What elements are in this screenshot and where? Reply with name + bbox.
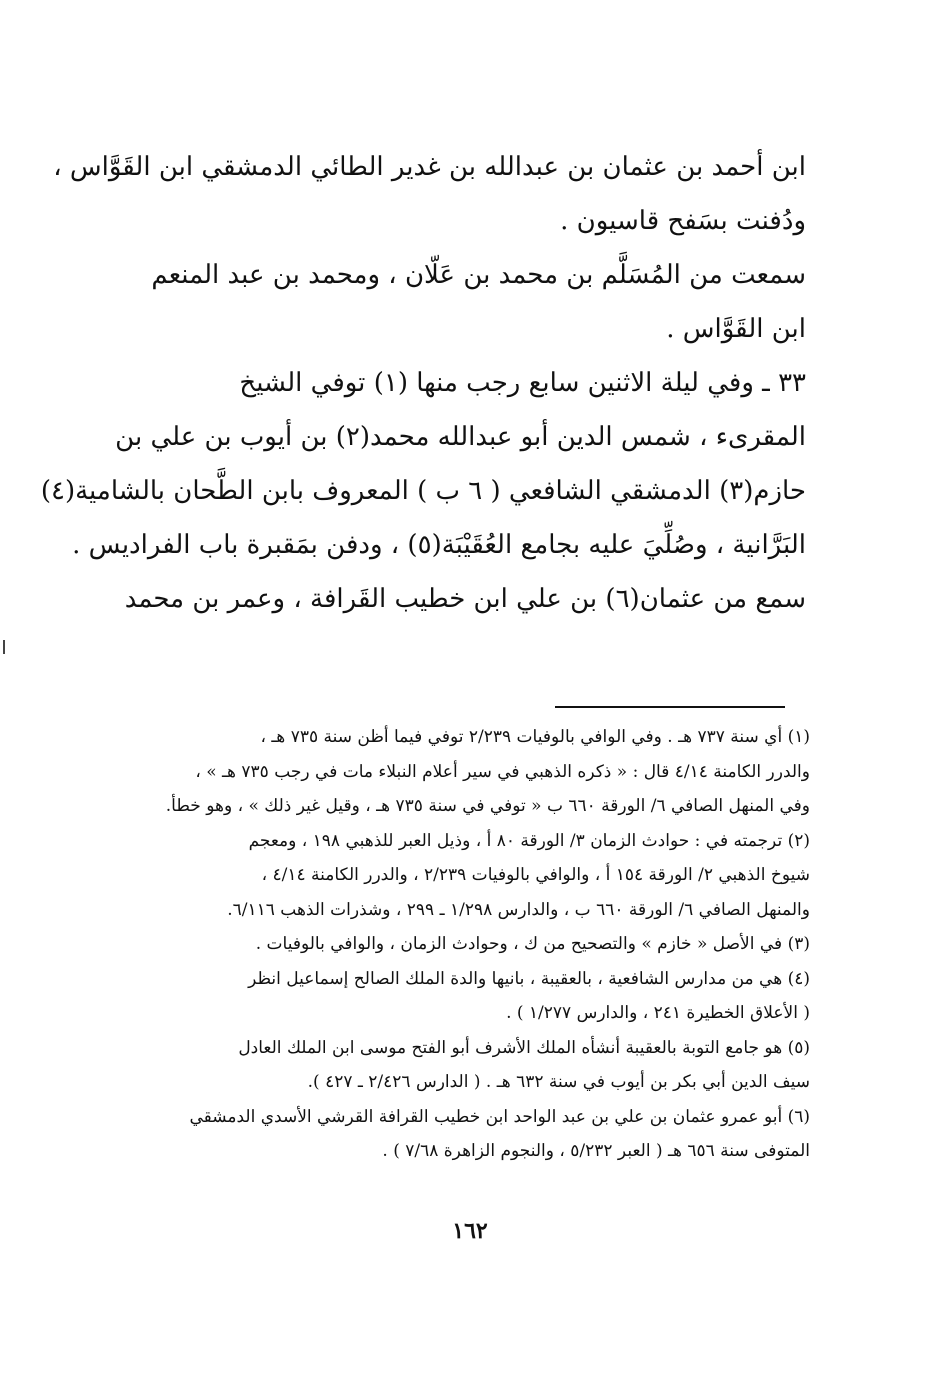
main-text-block: [40, 140, 806, 626]
footnote-line: (٤) هي من مدارس الشافعية ، بالعقيبة ، بانيها والدة الملك الصالح إسماعيل انظر: [248, 968, 810, 989]
footnote-line: (٥) هو جامع التوبة بالعقيبة أنشأه الملك الأشرف أبو الفتح موسى ابن الملك العادل: [238, 1037, 810, 1058]
main-text-line: ابن أحمد بن عثمان بن عبدالله بن غدير الطائي الدمشقي ابن القَوَّاس ،: [53, 152, 806, 182]
scan-edge-mark: [3, 640, 5, 654]
footnote-line: سيف الدين أبي بكر بن أيوب في سنة ٦٣٢ هـ . ( الدارس ٢/٤٢٦ ـ ٤٢٧ ).: [307, 1072, 810, 1092]
footnote-line: (٢) ترجمته في : حوادث الزمان ٣/ الورقة ٨٠ أ ، وذيل العبر للذهبي ١٩٨ ، ومعجم: [248, 830, 810, 851]
footnote-line: وفي المنهل الصافي ٦/ الورقة ٦٦٠ ب « توفي في سنة ٧٣٥ هـ ، وقيل غير ذلك » ، وهو خطأ.: [165, 796, 810, 816]
footnote-line: (٣) في الأصل « خازم » والتصحيح من ك ، وحوادث الزمان ، والوافي بالوفيات .: [255, 934, 810, 954]
main-text-line: ودُفنت بسَفح قاسيون .: [560, 206, 806, 236]
main-text-line: ابن القَوَّاس .: [666, 314, 806, 344]
footnote-line: والدرر الكامنة ٤/١٤ قال : « ذكره الذهبي في سير أعلام النبلاء مات في رجب ٧٣٥ هـ » ،: [195, 761, 810, 782]
footnote-line: والمنهل الصافي ٦/ الورقة ٦٦٠ ب ، والدارس ١/٢٩٨ ـ ٢٩٩ ، وشذرات الذهب ٦/١١٦.: [227, 899, 810, 920]
main-text-line: سمع من عثمان(٦) بن علي ابن خطيب القَرافة ، وعمر بن محمد: [124, 584, 806, 614]
main-text-line: ٣٣ ـ وفي ليلة الاثنين سابع رجب منها (١) توفي الشيخ: [239, 368, 806, 398]
footnote-line: المتوفى سنة ٦٥٦ هـ ( العبر ٥/٢٣٢ ، والنجوم الزاهرة ٧/٦٨ ) .: [382, 1141, 810, 1161]
footnote-line: (١) أي سنة ٧٣٧ هـ . وفي الوافي بالوفيات ٢/٢٣٩ توفي فيما أظن سنة ٧٣٥ هـ ،: [260, 727, 810, 747]
footnotes-block: [128, 720, 810, 1169]
main-text-line: سمعت من المُسَلَّم بن محمد بن عَلّان ، ومحمد بن عبد المنعم: [151, 260, 806, 290]
main-text-line: البَرَّانية ، وصُلِّيَ عليه بجامع العُقَيْبَة(٥) ، ودفن بمَقبرة باب الفراديس .: [72, 530, 806, 560]
footnote-line: شيوخ الذهبي ٢/ الورقة ١٥٤ أ ، والوافي بالوفيات ٢/٢٣٩ ، والدرر الكامنة ٤/١٤ ،: [261, 865, 810, 885]
main-text-line: المقرىء ، شمس الدين أبو عبدالله محمد(٢) بن أيوب بن علي بن: [115, 422, 806, 452]
footnote-divider: [555, 706, 785, 708]
footnote-line: (٦) أبو عمرو عثمان بن علي بن عبد الواحد ابن خطيب القرافة القرشي الأسدي الدمشقي: [189, 1106, 810, 1127]
main-text-line: حازم(٣) الدمشقي الشافعي ( ٦ ب ) المعروف بابن الطَّحان بالشامية(٤): [40, 476, 806, 506]
page-number: ١٦٢: [452, 1218, 488, 1244]
footnote-line: ( الأعلاق الخطيرة ٢٤١ ، والدارس ١/٢٧٧ ) .: [506, 1003, 810, 1023]
